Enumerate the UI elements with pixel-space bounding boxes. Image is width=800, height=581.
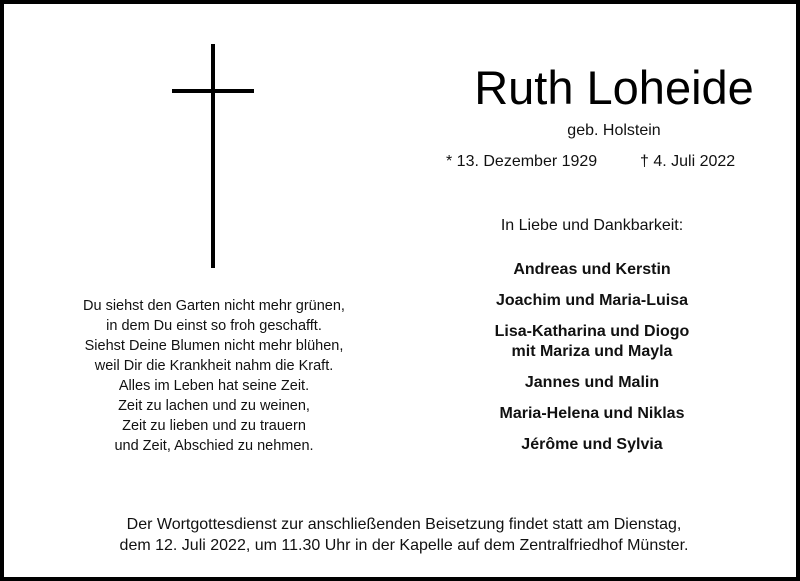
mourner-line: Lisa-Katharina und Diogo (494, 323, 690, 340)
poem-line: Siehst Deine Blumen nicht mehr blühen, (84, 338, 344, 354)
mourner-group (424, 435, 760, 455)
death-date: † 4. Juli 2022 (640, 153, 736, 170)
mourner-group (424, 322, 760, 362)
mourners-list (424, 260, 760, 466)
mourners-intro: In Liebe und Dankbarkeit: (500, 217, 684, 234)
poem-line: Zeit zu lachen und zu weinen, (118, 398, 310, 414)
poem-line: weil Dir die Krankheit nahm die Kraft. (94, 358, 334, 374)
notice-line: dem 12. Juli 2022, um 11.30 Uhr in der Kapelle auf dem Zentralfriedhof Münster. (119, 537, 689, 554)
birth-date: * 13. Dezember 1929 (446, 153, 598, 170)
poem-line: Alles im Leben hat seine Zeit. (118, 378, 310, 394)
notice-line: Der Wortgottesdienst zur anschließenden Beisetzung findet statt am Dienstag, (126, 516, 682, 533)
maiden-name: geb. Holstein (567, 122, 661, 139)
poem-line: und Zeit, Abschied zu nehmen. (114, 438, 314, 454)
poem-line: Du siehst den Garten nicht mehr grünen, (83, 298, 345, 314)
mourner-group (424, 291, 760, 311)
mourner-line: Andreas und Kerstin (513, 261, 671, 278)
mourner-line: Joachim und Maria-Luisa (495, 292, 689, 309)
service-notice (4, 514, 800, 556)
memorial-poem (34, 296, 394, 456)
poem-line: Zeit zu lieben und zu trauern (122, 418, 306, 434)
mourner-line: Jannes und Malin (524, 374, 660, 391)
mourner-group (424, 260, 760, 280)
mourner-group (424, 373, 760, 393)
cross-icon (172, 44, 254, 268)
mourner-group (424, 404, 760, 424)
mourner-line: mit Mariza und Mayla (511, 343, 673, 360)
mourner-line: Maria-Helena und Niklas (499, 405, 685, 422)
poem-line: in dem Du einst so froh geschafft. (106, 318, 322, 334)
mourner-line: Jérôme und Sylvia (521, 436, 663, 453)
deceased-name: Ruth Loheide (474, 61, 754, 114)
